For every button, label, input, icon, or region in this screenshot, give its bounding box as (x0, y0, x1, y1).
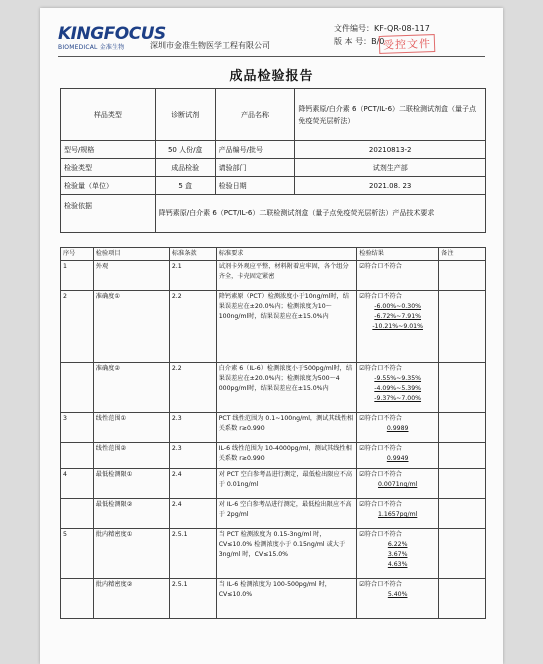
basis: 降钙素原/白介素 6（PCT/IL-6）二联检测试剂盒（量子点免疫荧光层析法）产品技术要求 (155, 195, 485, 233)
result-value: 0.9949 (386, 455, 409, 462)
row-remark (439, 579, 486, 619)
header-cell-clause: 标准条款 (169, 248, 216, 261)
row-no: 1 (61, 261, 94, 291)
request-dept-label: 请验部门 (215, 159, 295, 177)
row-clause: 2.4 (169, 499, 216, 529)
row-clause: 2.3 (169, 413, 216, 443)
result-status: ☑符合口不符合 (359, 365, 402, 372)
row-remark (439, 499, 486, 529)
header-divider (58, 56, 485, 57)
version-label: 版 本 号： (334, 37, 372, 46)
row-no (61, 499, 94, 529)
row-remark (439, 261, 486, 291)
row-result (357, 469, 439, 499)
row-item: 准确度① (93, 291, 169, 363)
qty: 5 盒 (155, 177, 215, 195)
row-result (357, 413, 439, 443)
row-clause: 2.5.1 (169, 529, 216, 579)
row-item: 准确度② (93, 363, 169, 413)
row-no: 2 (61, 291, 94, 363)
row-requirement: 对 PCT 空白参考品进行测定，最低检出限应不高于 0.01ng/ml (216, 469, 356, 499)
row-no (61, 443, 94, 469)
basis-label: 检验依据 (61, 195, 156, 233)
row-clause: 2.4 (169, 469, 216, 499)
result-value: 0.9989 (386, 425, 409, 432)
row-remark (439, 529, 486, 579)
date-label: 检验日期 (215, 177, 295, 195)
row-result (357, 579, 439, 619)
row-clause: 2.2 (169, 363, 216, 413)
controlled-document-stamp: 受控文件 (379, 34, 436, 54)
row-remark (439, 413, 486, 443)
header-cell-remark: 备注 (439, 248, 486, 261)
row-item: 批内精密度① (93, 529, 169, 579)
result-value: -6.72%~7.91% (374, 313, 422, 320)
sample-type: 诊断试剂 (155, 89, 215, 141)
row-clause: 2.3 (169, 443, 216, 469)
row-result (357, 529, 439, 579)
row-no: 3 (61, 413, 94, 443)
header-cell-item: 检验项目 (93, 248, 169, 261)
result-value: -10.21%~9.01% (372, 323, 423, 330)
table-row (61, 499, 486, 529)
table-row (61, 469, 486, 499)
table-row (61, 443, 486, 469)
row-item: 外观 (93, 261, 169, 291)
row-result (357, 261, 439, 291)
header-cell-requirement: 标准要求 (216, 248, 356, 261)
result-value: -4.09%~5.39% (374, 385, 422, 392)
batch-label: 产品编号/批号 (215, 141, 295, 159)
doc-no: KF-QR-08-117 (374, 24, 430, 33)
row-no: 4 (61, 469, 94, 499)
logo-wordmark: KINGFOCUS (58, 24, 166, 44)
result-value: -6.00%~0.30% (374, 303, 422, 310)
result-status: ☑符合口不符合 (359, 581, 402, 588)
row-remark (439, 363, 486, 413)
result-value: 5.40% (387, 591, 408, 598)
info-table (60, 88, 486, 233)
row-remark (439, 469, 486, 499)
document-page (40, 8, 503, 664)
model: 50 人份/盒 (155, 141, 215, 159)
row-item: 批内精密度② (93, 579, 169, 619)
row-clause: 2.5.1 (169, 579, 216, 619)
sample-type-label: 样品类型 (61, 89, 156, 141)
row-item: 最低检测限① (93, 469, 169, 499)
result-status: ☑符合口不符合 (359, 293, 402, 300)
check-type: 成品检验 (155, 159, 215, 177)
row-remark (439, 291, 486, 363)
product-name: 降钙素原/白介素 6（PCT/IL-6）二联检测试剂盒（量子点免疫荧光层析法） (295, 89, 486, 141)
row-clause: 2.1 (169, 261, 216, 291)
qty-label: 检验量（单位） (61, 177, 156, 195)
row-item: 线性范围② (93, 443, 169, 469)
result-value: 1.1657pg/ml (377, 511, 418, 518)
date: 2021.08. 23 (295, 177, 486, 195)
result-value: 4.63% (387, 561, 408, 568)
table-row (61, 291, 486, 363)
product-name-label: 产品名称 (215, 89, 295, 141)
row-requirement: IL-6 线性范围为 10-4000pg/ml，测试其线性相关系数 r≥0.990 (216, 443, 356, 469)
table-row (61, 579, 486, 619)
model-label: 型号/规格 (61, 141, 156, 159)
row-result (357, 363, 439, 413)
result-value: 6.22% (387, 541, 408, 548)
result-value: 0.0071ng/ml (377, 481, 418, 488)
batch: 20210813-2 (295, 141, 486, 159)
items-body (61, 261, 486, 619)
row-no (61, 363, 94, 413)
row-remark (439, 443, 486, 469)
result-status: ☑符合口不符合 (359, 415, 402, 422)
result-value: 3.67% (387, 551, 408, 558)
row-item: 线性范围① (93, 413, 169, 443)
report-title: 成品检验报告 (229, 69, 314, 84)
row-result (357, 291, 439, 363)
inspection-items-table (60, 247, 486, 619)
result-status: ☑符合口不符合 (359, 531, 402, 538)
check-type-label: 检验类型 (61, 159, 156, 177)
table-row (61, 363, 486, 413)
result-status: ☑符合口不符合 (359, 501, 402, 508)
row-result (357, 443, 439, 469)
row-requirement: PCT 线性范围为 0.1~100ng/ml，测试其线性相关系数 r≥0.990 (216, 413, 356, 443)
logo-subtitle: BIOMEDICAL 金准生物 (58, 44, 125, 51)
result-status: ☑符合口不符合 (359, 445, 402, 452)
result-value: -9.55%~9.35% (374, 375, 422, 382)
row-no: 5 (61, 529, 94, 579)
row-requirement: 降钙素原（PCT）检测浓度小于10ng/ml时，结果误差应在±20.0%内；检测浓度为10～100ng/ml时，结果误差应在±15.0%内 (216, 291, 356, 363)
row-item: 最低检测限② (93, 499, 169, 529)
row-requirement: 试剂卡外观应平整，材料附着应牢固，各个组分齐全，卡壳固定紧密 (216, 261, 356, 291)
table-row (61, 413, 486, 443)
table-row (61, 261, 486, 291)
company-name: 深圳市金准生物医学工程有限公司 (150, 41, 270, 50)
request-dept: 试剂生产部 (295, 159, 486, 177)
row-requirement: 当 PCT 检测浓度为 0.15-3ng/ml 时，CV≤10.0% 检测浓度小于 0.15ng/ml 或大于 3ng/ml 时，CV≤15.0% (216, 529, 356, 579)
row-clause: 2.2 (169, 291, 216, 363)
header-cell-no: 序号 (61, 248, 94, 261)
row-requirement: 当 IL-6 检测浓度为 100-500pg/ml 时，CV≤10.0% (216, 579, 356, 619)
table-row (61, 529, 486, 579)
result-status: ☑符合口不符合 (359, 471, 402, 478)
row-requirement: 白介素 6（IL-6）检测浓度小于500pg/ml时，结果误差应在±20.0%内；检测浓度为500～4 000pg/ml时，结果误差应在±15.0%内 (216, 363, 356, 413)
header-cell-result: 检验结果 (357, 248, 439, 261)
doc-no-label: 文件编号： (334, 24, 374, 33)
row-requirement: 对 IL-6 空白参考品进行测定，最低检出限应不高于 2pg/ml (216, 499, 356, 529)
version: B/0 (371, 37, 385, 46)
result-status: ☑符合口不符合 (359, 263, 402, 270)
row-result (357, 499, 439, 529)
row-no (61, 579, 94, 619)
result-value: -9.37%~7.00% (374, 395, 422, 402)
